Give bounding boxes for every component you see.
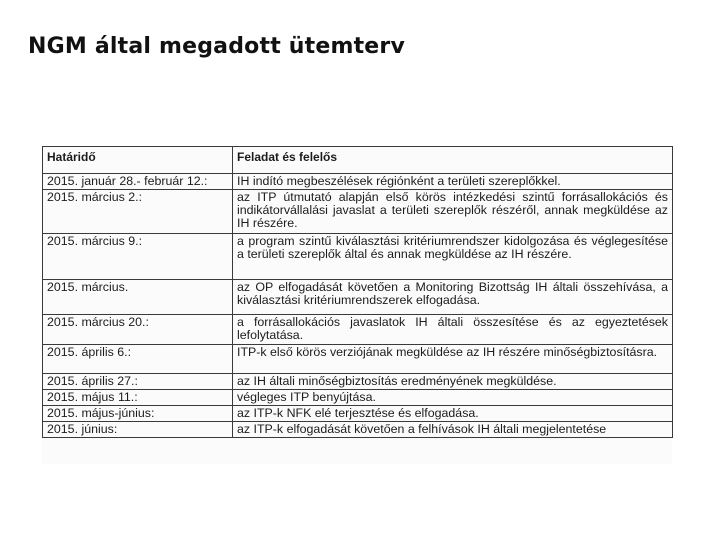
deadline-cell: 2015. április 6.: [43,345,233,374]
deadline-cell: 2015. január 28.- február 12.: [43,174,233,190]
slide-title: NGM által megadott ütemterv [28,34,406,59]
task-cell: az OP elfogadását követően a Monitoring Bizottság IH általi összehívása, a kiválasztási kritériumrendszerek elfogadása. [233,280,673,315]
schedule-table [42,146,673,438]
table-row [43,234,673,280]
table-row [43,374,673,390]
table-row [43,345,673,374]
deadline-cell: 2015. március 20.: [43,315,233,345]
header-deadline: Határidő [43,147,233,174]
task-cell: a program szintű kiválasztási kritériumrendszer kidolgozása és véglegesítése a területi szereplők által és annak megküldése az IH részére. [233,234,673,280]
task-cell: ITP-k első körös verziójának megküldése az IH részére minőségbiztosításra. [233,345,673,374]
task-cell: a forrásallokációs javaslatok IH általi összesítése és az egyeztetések lefolytatása. [233,315,673,345]
deadline-cell: 2015. március 9.: [43,234,233,280]
deadline-cell: 2015. március 2.: [43,190,233,234]
scanned-schedule-table [42,146,672,464]
table-header-row [43,147,673,174]
deadline-cell: 2015. május 11.: [43,390,233,406]
task-cell: IH indító megbeszélések régiónként a területi szereplőkkel. [233,174,673,190]
table-row [43,422,673,438]
table-row [43,174,673,190]
deadline-cell: 2015. június: [43,422,233,438]
table-row [43,390,673,406]
task-cell: végleges ITP benyújtása. [233,390,673,406]
deadline-cell: 2015. április 27.: [43,374,233,390]
header-task: Feladat és felelős [233,147,673,174]
table-row [43,190,673,234]
table-row [43,406,673,422]
table-row [43,280,673,315]
task-cell: az ITP-k elfogadását követően a felhívások IH általi megjelentetése [233,422,673,438]
deadline-cell: 2015. március. [43,280,233,315]
table-row [43,315,673,345]
deadline-cell: 2015. május-június: [43,406,233,422]
task-cell: az ITP útmutató alapján első körös intézkedési szintű forrásallokációs és indikátorvállalási javaslat a területi szereplők részéről, annak megküldése az IH részére. [233,190,673,234]
task-cell: az ITP-k NFK elé terjesztése és elfogadása. [233,406,673,422]
task-cell: az IH általi minőségbiztosítás eredményének megküldése. [233,374,673,390]
